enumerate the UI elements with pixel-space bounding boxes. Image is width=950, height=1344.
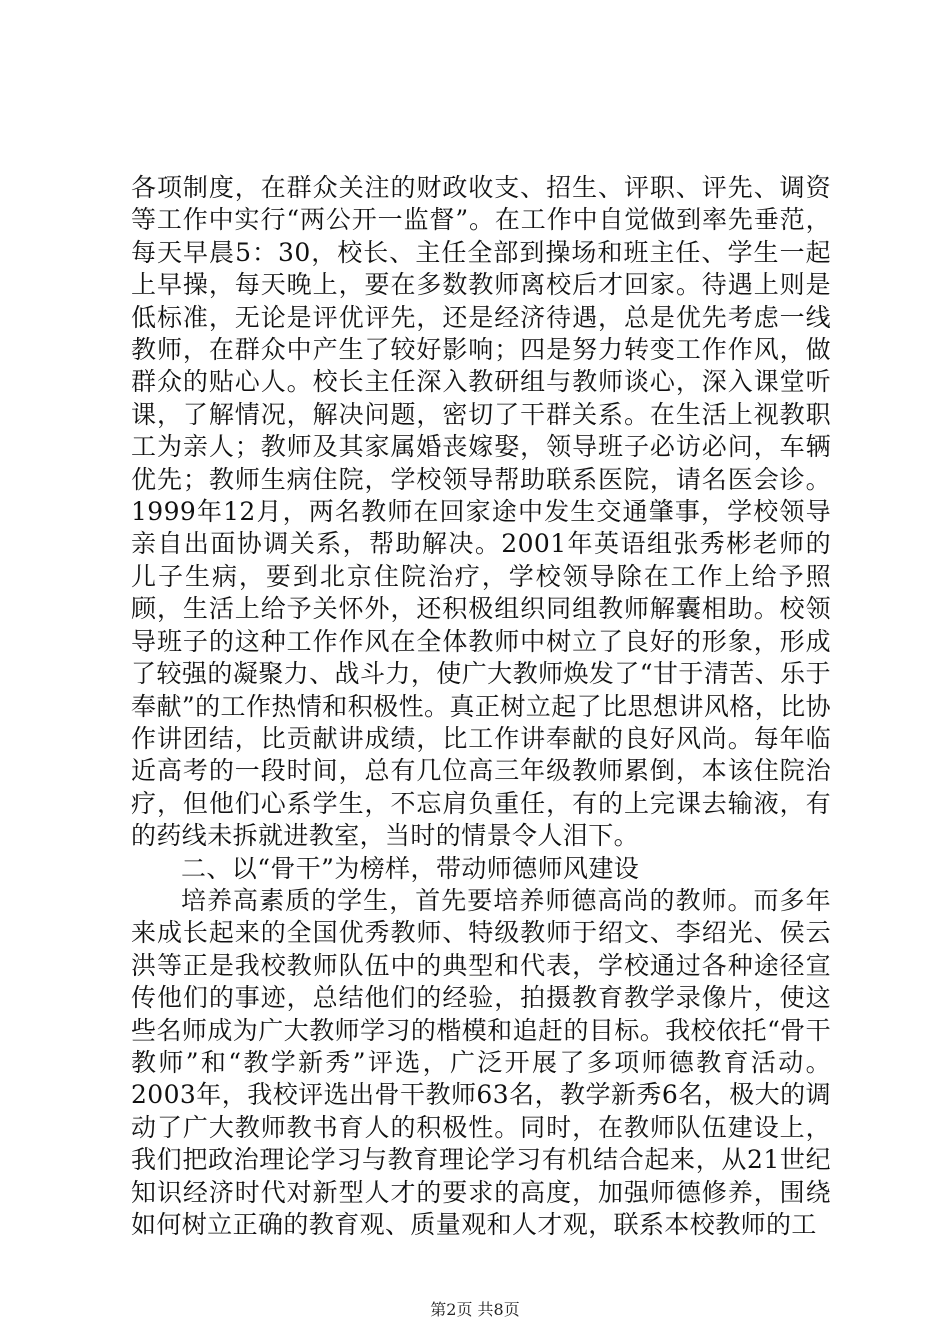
paragraph-continuation: 各项制度，在群众关注的财政收支、招生、评职、评先、调资等工作中实行“两公开一监督”。在工作中自觉做到率先垂范，每天早晨5：30，校长、主任全部到操场和班主任、学生一起上早操，每天晚上，要在多数教师离校后才回家。待遇上则是低标准，无论是评优评先，还是经济待遇，总是优先考虑一线教师，在群众中产生了较好影响；四是努力转变工作作风，做群众的贴心人。校长主任深入教研组与教师谈心，深入课堂听课，了解情况，解决问题，密切了干群关系。在生活上视教职工为亲人；教师及其家属婚丧嫁娶，领导班子必访必问，车辆优先；教师生病住院，学校领导帮助联系医院，请名医会诊。1999年12月，两名教师在回家途中发生交通肇事，学校领导亲自出面协调关系，帮助解决。2001年英语组张秀彬老师的儿子生病，要到北京住院治疗，学校领导除在工作上给予照顾，生活上给予关怀外，还积极组织同组教师解囊相助。校领导班子的这种工作作风在全体教师中树立了良好的形象，形成了较强的凝聚力、战斗力，使广大教师焕发了“甘于清苦、乐于奉献”的工作热情和积极性。真正树立起了比思想讲风格，比协作讲团结，比贡献讲成绩，比工作讲奉献的良好风尚。每年临近高考的一段时间，总有几位高三年级教师累倒，本该住院治疗，但他们心系学生，不忘肩负重任，有的上完课去输液，有的药线未拆就进教室，当时的情景令人泪下。 [131, 173, 831, 851]
paragraph: 培养高素质的学生，首先要培养师德高尚的教师。而多年来成长起来的全国优秀教师、特级教师于绍文、李绍光、侯云洪等正是我校教师队伍中的典型和代表，学校通过各种途径宣传他们的事迹，总结他们的经验，拍摄教育教学录像片，使这些名师成为广大教师学习的楷模和追赶的目标。我校依托“骨干教师”和“教学新秀”评选，广泛开展了多项师德教育活动。2003年，我校评选出骨干教师63名，教学新秀6名，极大的调动了广大教师教书育人的积极性。同时，在教师队伍建设上，我们把政治理论学习与教育理论学习有机结合起来，从21世纪知识经济时代对新型人才的要求的高度，加强师德修养，围绕如何树立正确的教育观、质量观和人才观，联系本校教师的工 [131, 885, 831, 1239]
page-number-footer: 第2页 共8页 [430, 1300, 520, 1319]
section-heading: 二、以“骨干”为榜样，带动师德师风建设 [181, 853, 640, 883]
document-body [131, 172, 831, 1241]
